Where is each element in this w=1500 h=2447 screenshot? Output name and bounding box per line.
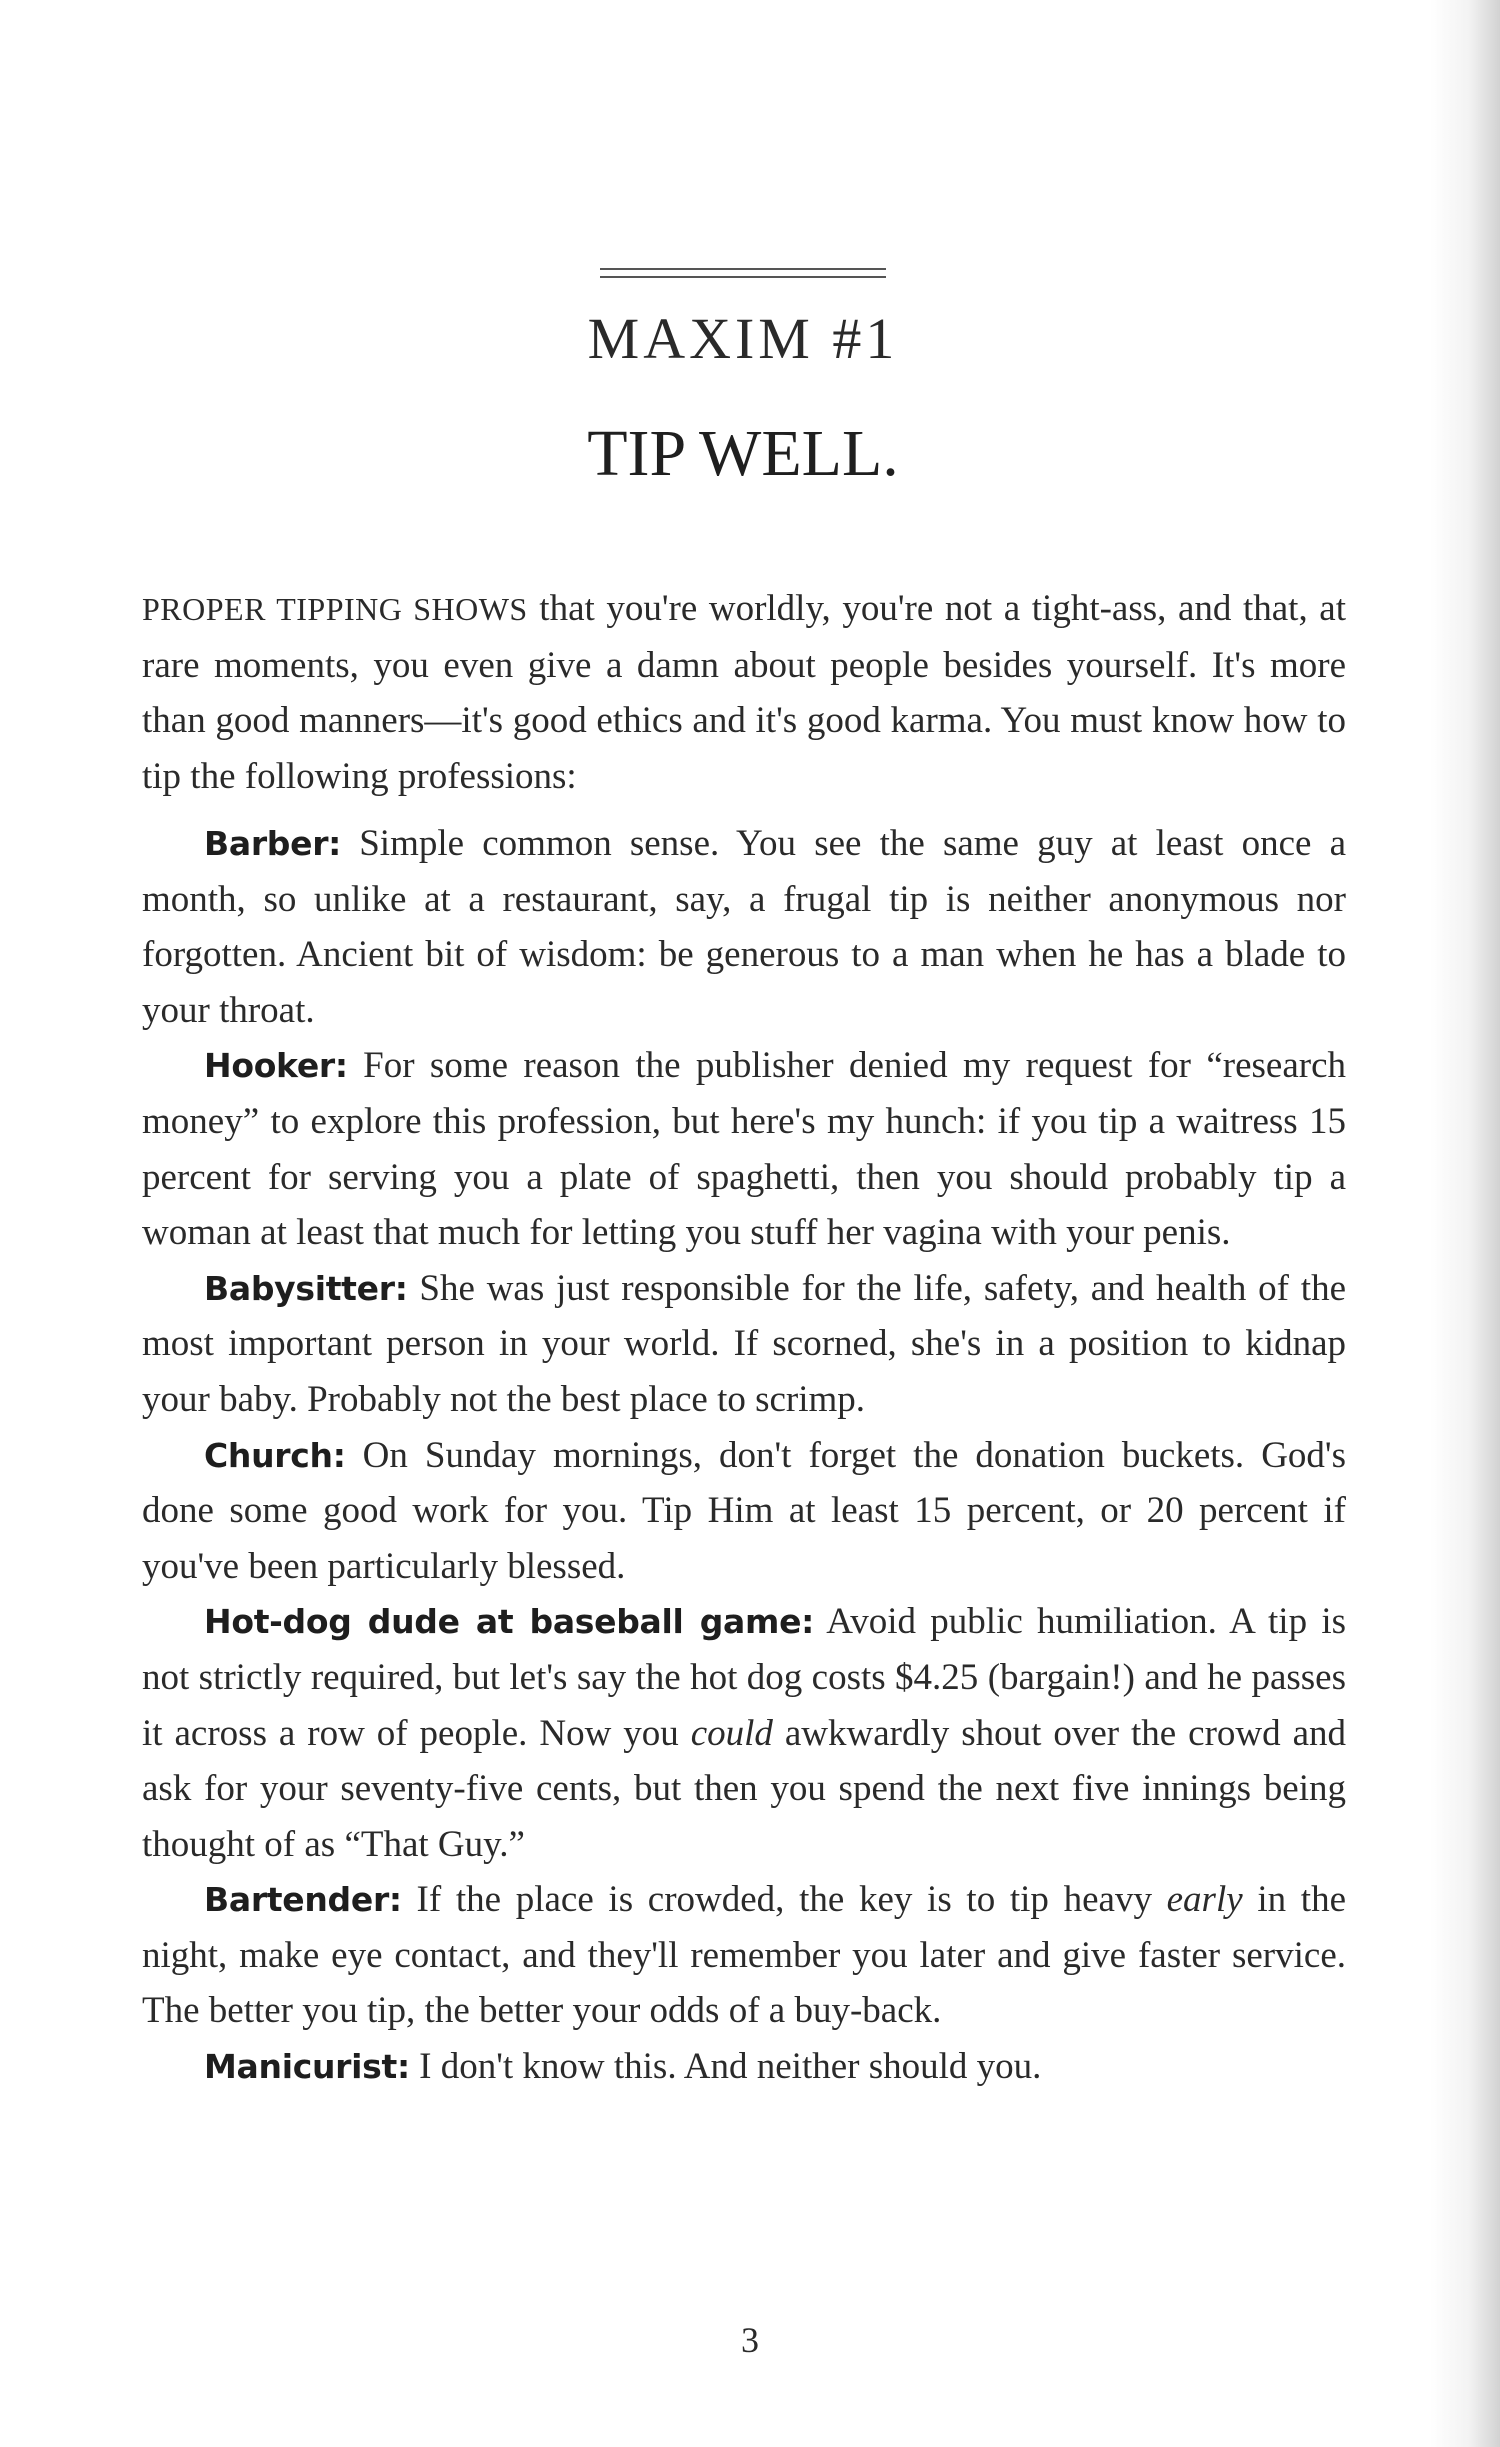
entry-term: Bartender:	[204, 1880, 402, 1920]
entry-text-after: in the night, make eye contact, and they'll remember you later and give faster service. The better you tip, the better your odds of a buy-back.	[142, 1879, 1346, 2032]
chapter-title: TIP WELL.	[587, 417, 899, 490]
entry-babysitter	[142, 1261, 1346, 1428]
entry-term: Babysitter:	[204, 1268, 408, 1308]
entry-term: Church:	[204, 1435, 346, 1475]
entry-text: I don't know this. And neither should you.	[409, 2046, 1042, 2088]
page-number: 3	[741, 2320, 759, 2360]
maxim-label: MAXIM #1	[587, 306, 899, 371]
entry-text: For some reason the publisher denied my request for “research money” to explore this profession, but here's my hunch: if you tip a waitress 15 percent for serving you a plate of spaghetti, then you should probably tip a woman at least that much for letting you stuff her vagina with your penis.	[142, 1045, 1346, 1254]
entry-text-before: Avoid public humiliation. A tip is not strictly required, but let's say the hot dog costs $4.25 (bargain!) and he passes it across a row of people. Now you	[142, 1601, 1346, 1754]
entry-text-after: awkwardly shout over the crowd and ask for your seventy-five cents, but then you spend the next five innings being thought of as “That Guy.”	[142, 1712, 1347, 1865]
entry-hooker	[142, 1038, 1346, 1260]
entry-emphasis: could	[690, 1712, 773, 1754]
chapter-rule-top	[600, 268, 886, 270]
entry-bartender	[142, 1872, 1346, 2039]
intro-paragraph	[142, 581, 1346, 804]
entry-text: She was just responsible for the life, safety, and health of the most important person in your world. If scorned, she's in a position to kidnap your baby. Probably not the best place to scrimp.	[142, 1267, 1346, 1420]
entry-term: Manicurist:	[204, 2047, 410, 2087]
entry-term: Hot-dog dude at baseball game:	[204, 1602, 815, 1642]
entry-text: On Sunday mornings, don't forget the donation buckets. God's done some good work for you. Tip Him at least 15 percent, or 20 percent if you've been particularly blessed.	[142, 1434, 1346, 1587]
intro-text: that you're worldly, you're not a tight-ass, and that, at rare moments, you even give a damn about people besides yourself. It's more than good manners—it's good ethics and it's good karma. You must know how to tip the following professions:	[142, 588, 1346, 797]
entry-hot-dog-dude	[142, 1594, 1346, 1872]
entry-church	[142, 1428, 1346, 1595]
entry-text: Simple common sense. You see the same guy at least once a month, so unlike at a restaurant, say, a frugal tip is neither anonymous nor forgotten. Ancient bit of wisdom: be generous to a man when he has a blade to your throat.	[142, 823, 1346, 1031]
entry-barber	[142, 816, 1346, 1038]
entry-emphasis: early	[1166, 1879, 1243, 1921]
entry-text-before: If the place is crowded, the key is to tip heavy	[401, 1879, 1167, 1921]
tipping-entries	[142, 816, 1346, 2095]
intro-lead-in: PROPER TIPPING SHOWS	[142, 591, 528, 627]
chapter-rule-bottom	[600, 276, 886, 278]
entry-term: Hooker:	[204, 1046, 348, 1086]
entry-term: Barber:	[204, 824, 342, 863]
entry-manicurist	[142, 2039, 1346, 2095]
